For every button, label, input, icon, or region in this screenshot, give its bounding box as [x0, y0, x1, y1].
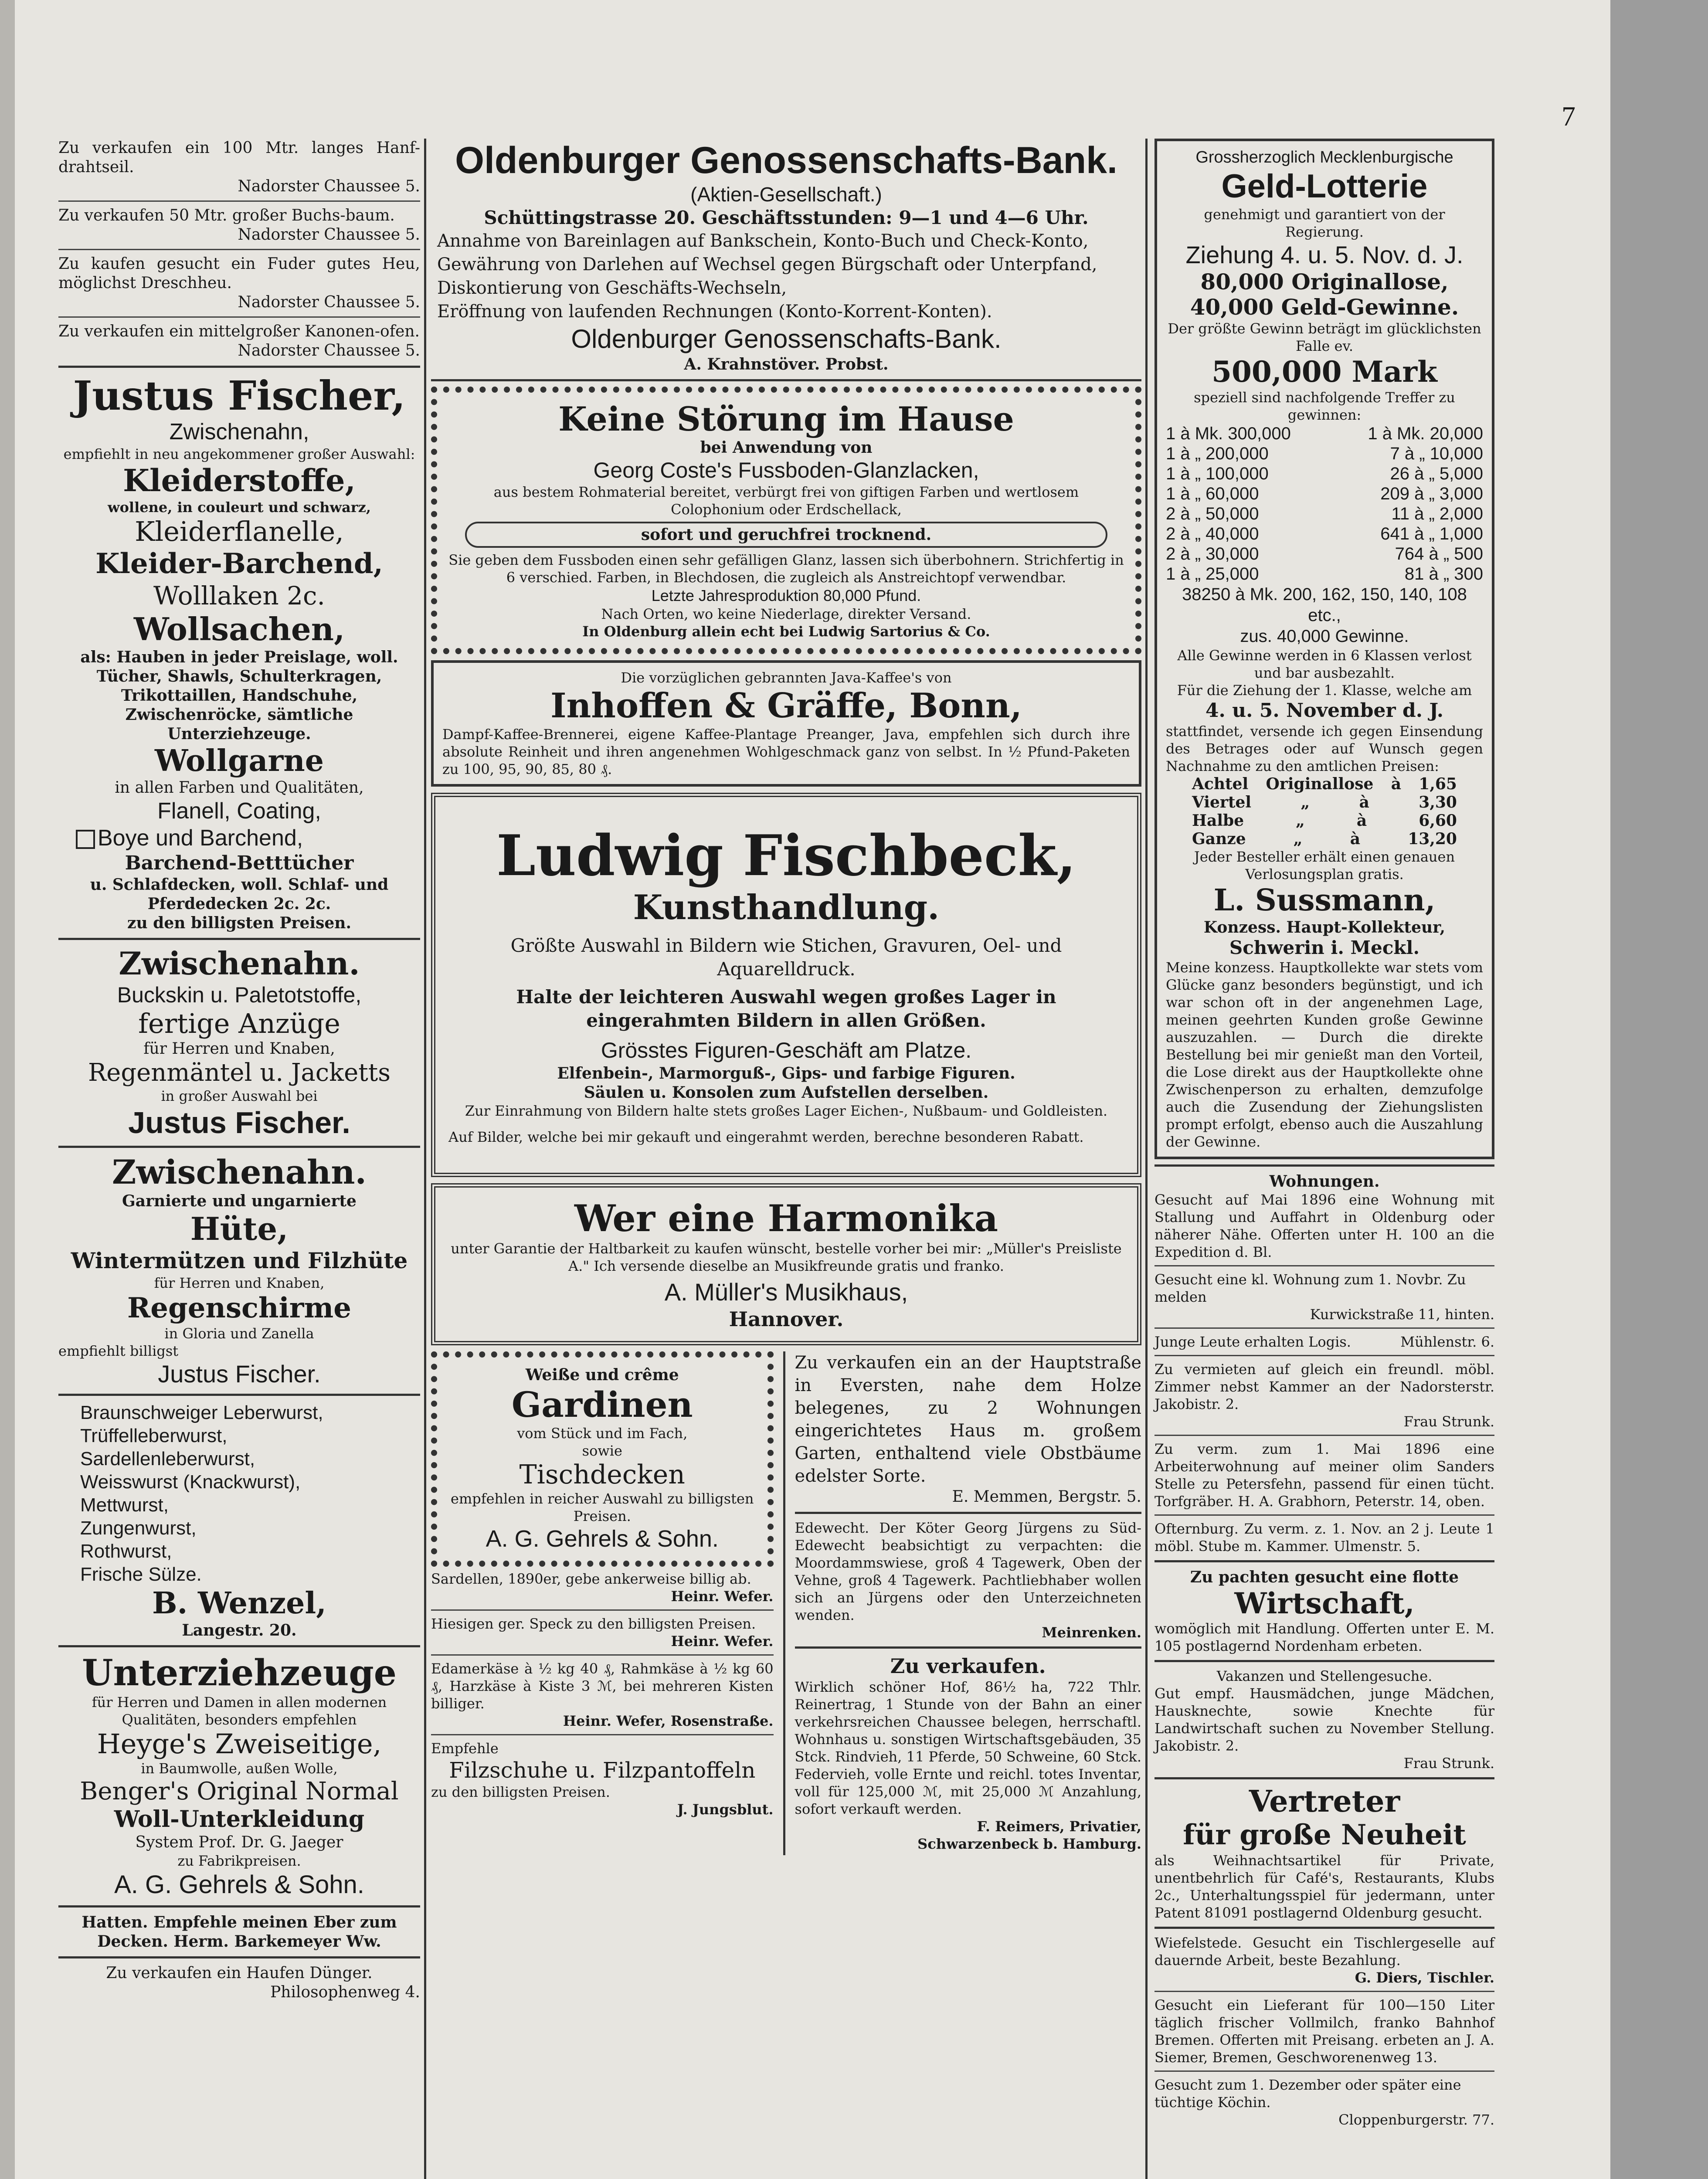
ad-line: stattfindet, versende ich gegen Einsendung des Betrages oder auf Wunsch gegen Nachnahme zu den amtlichen Preisen:: [1166, 723, 1483, 774]
ad-signature: F. Reimers, Privatier,: [977, 1818, 1141, 1835]
ad-address: Nadorster Chaussee 5.: [238, 342, 420, 360]
ad-line: Georg Coste's Fussboden-Glanzlacken,: [593, 458, 979, 482]
ad-subheading: (Aktien-Gesellschaft.): [690, 183, 882, 206]
price-cell: à: [1391, 775, 1402, 793]
page-number: 7: [1562, 101, 1576, 132]
divider: [1155, 1991, 1494, 1992]
ad-line: zu den billigsten Preisen.: [127, 914, 351, 932]
ad-arbeiterwohnung: Zu verm. zum 1. Mai 1896 eine Arbeiterwohnung auf meiner olim Sanders Stelle zu Petersfehn, passend für einen tücht. Torfgräber. H. A. Grabhorn, Peterstr. 14, oben.: [1155, 1441, 1494, 1510]
prize-table: [1166, 424, 1483, 584]
divider: [58, 1905, 420, 1907]
classified-subcolumn-left: [431, 1351, 774, 1855]
ad-heading: Zu verkaufen.: [890, 1654, 1046, 1678]
ad-line: 40,000 Geld-Gewinne.: [1190, 294, 1459, 320]
ad-signature: J. Jungsblut.: [677, 1801, 774, 1818]
divider: [1155, 1355, 1494, 1356]
ad-logis: [1155, 1333, 1494, 1351]
ad-city: Hannover.: [729, 1307, 844, 1331]
ad-text: Zu verkaufen ein an der Hauptstraße in Eversten, nahe dem Holze belegenes, zu 2 Wohnungen eingerichtetes Haus m. großem Garten, enthaltend viele Obstbäume edelster Sorte.: [795, 1353, 1141, 1486]
prize-cell: 2 à „ 40,000: [1166, 524, 1259, 543]
ad-osternburg-stube: Ofternburg. Zu verm. z. 1. Nov. an 2 j. Leute 1 möbl. Stube m. Kammer. Ulmenstr. 5.: [1155, 1521, 1494, 1554]
price-cell: à: [1350, 830, 1361, 848]
ad-line: für Herren und Damen in allen modernen Qualitäten, besonders empfehlen: [92, 1694, 387, 1728]
divider: [58, 1394, 420, 1396]
ad-edewecht-verpachtung: [795, 1519, 1141, 1641]
price-cell: Achtel: [1192, 775, 1249, 793]
ad-line: Alle Gewinne werden in 6 Klassen verlost und bar ausbezahlt.: [1177, 647, 1472, 681]
ad-text: Zu verkaufen ein 100 Mtr. langes Hanf-drahtseil.: [58, 139, 420, 176]
ad-signature: Schwarzenbeck b. Hamburg.: [917, 1836, 1141, 1852]
scan-background: [1610, 0, 1708, 2179]
ad-line: unter Garantie der Haltbarkeit zu kaufen wünscht, bestelle vorher bei mir: „Müller's Preisliste A." Ich versende dieselbe an Musikfreunde gratis und franko.: [451, 1240, 1122, 1274]
ad-line: Annahme von Bareinlagen auf Bankschein, Konto-Buch und Check-Konto,: [437, 231, 1089, 251]
ad-justus-fischer-stoffe: [58, 373, 420, 933]
subcolumn-rule: [783, 1351, 785, 1855]
ad-line: vom Stück und im Fach,: [517, 1425, 688, 1442]
ad-text: empfiehlt in neu angekommener großer Auswahl:: [63, 446, 415, 462]
ad-address: Nadorster Chaussee 5.: [238, 226, 420, 244]
ad-line: wollene, in couleurt und schwarz,: [108, 499, 371, 516]
ad-heading: Geld-Lotterie: [1221, 168, 1428, 205]
ad-text: Wirklich schöner Hof, 86½ ha, 722 Thlr. Reinertrag, 1 Stunde von der Bahn an einer verkehrsreichen Chaussee belegen, herrschaftl. Wohnhaus u. sonstigen Wirtschaftsgebäuden, 35 Stck. Rindvieh, 11 Pferde, 50 Schweine, 60 Stck. Federvieh, volle Ernte und reichl. totes Inventar, voll für 125,000 ℳ, mit 25,000 ℳ Anzahlung, sofort verkauft werden.: [795, 1679, 1141, 1817]
ad-heading: Unterziehzeuge: [82, 1652, 397, 1694]
prize-row: [1166, 564, 1483, 584]
divider: [1155, 1777, 1494, 1779]
ad-line: in Baumwolle, außen Wolle,: [141, 1760, 338, 1777]
ad-jackpot: 500,000 Mark: [1212, 355, 1437, 389]
divider: [58, 316, 420, 318]
divider: [431, 1654, 774, 1656]
price-cell: Originallose: [1266, 775, 1374, 793]
ad-heading: Vertreter: [1249, 1784, 1400, 1819]
ad-text: Edamerkäse à ½ kg 40 ₰, Rahmkäse à ½ kg 60 ₰, Harzkäse à Kiste 3 ℳ, bei mehreren Kisten billiger.: [431, 1660, 774, 1712]
ad-line: Boye und Barchend,: [98, 825, 303, 851]
ad-line: zus. 40,000 Gewinne.: [1240, 627, 1409, 646]
ad-gehrels-unterziehzeuge: [58, 1653, 420, 1900]
ad-line: Eröffnung von laufenden Rechnungen (Konto-Korrent-Konten).: [437, 302, 992, 322]
ad-text: Zu verkaufen ein Haufen Dünger.: [106, 1964, 373, 1982]
ad-moebl-zimmer: [1155, 1361, 1494, 1430]
ad-line: 4. u. 5. November d. J.: [1205, 699, 1444, 722]
ad-signature: A. G. Gehrels & Sohn.: [114, 1870, 364, 1899]
ad-text: Zu verkaufen 50 Mtr. großer Buchs-baum.: [58, 207, 395, 224]
ad-signature: G. Diers, Tischler.: [1355, 1969, 1494, 1986]
ad-line: Diskontierung von Geschäfts-Wechseln,: [437, 278, 787, 298]
divider: [58, 938, 420, 940]
ad-heading: Wer eine Harmonika: [574, 1197, 998, 1240]
ad-signature: Oldenburger Genossenschafts-Bank.: [571, 324, 1002, 353]
prize-row: [1166, 444, 1483, 464]
ad-signature: Heinr. Wefer, Rosenstraße.: [563, 1713, 774, 1729]
ad-signature: L. Sussmann,: [1213, 883, 1436, 918]
ad-line: zu Fabrikpreisen.: [177, 1853, 301, 1869]
ad-line: Buckskin u. Paletotstoffe,: [117, 983, 362, 1007]
divider: [58, 200, 420, 202]
prize-cell: 2 à „ 50,000: [1166, 504, 1259, 523]
divider: [1155, 1560, 1494, 1562]
ad-line: in Gloria und Zanella: [164, 1325, 314, 1342]
ad-signature: Meinrenken.: [1042, 1624, 1141, 1641]
ad-line: Kleiderstoffe,: [123, 462, 356, 499]
ad-line: 80,000 Originallose,: [1200, 269, 1449, 295]
ad-signature: A. Müller's Musikhaus,: [664, 1278, 908, 1306]
ad-wirtschaft-pachten: [1155, 1568, 1494, 1655]
column-left: [58, 139, 420, 2002]
newspaper-page: [15, 0, 1610, 2179]
prize-row: [1166, 524, 1483, 544]
ad-heading: Zwischenahn.: [119, 945, 360, 982]
ad-signature: Frau Strunk.: [1403, 1413, 1494, 1430]
prize-row: [1166, 464, 1483, 484]
column-rule: [424, 139, 426, 2179]
product-item: Weisswurst (Knackwurst),: [80, 1471, 301, 1493]
ad-line: bei Anwendung von: [700, 438, 873, 457]
divider: [1155, 1265, 1494, 1266]
ad-signature: Frau Strunk.: [1403, 1755, 1494, 1772]
ad-wefer-speck: [431, 1615, 774, 1650]
ad-line: Nach Orten, wo keine Niederlage, direkter Versand.: [601, 606, 971, 622]
ad-kleine-wohnung: [1155, 1271, 1494, 1323]
ad-line: Halte der leichteren Auswahl wegen großes Lager in eingerahmten Bildern in allen Größen.: [516, 986, 1056, 1031]
price-cell: „: [1293, 830, 1303, 848]
ad-text: Junge Leute erhalten Logis.: [1155, 1334, 1351, 1350]
ad-line: Regenschirme: [127, 1292, 351, 1324]
ad-text: Edewecht. Der Köter Georg Jürgens zu Süd-Edewecht beabsichtigt zu verpachten: die Moordammswiese, groß 4 Tagewerk, Oben der Vehne, groß 4 Tagewerk. Pachtliebhaber wollen sich an Jürgens oder den Unterzeichneten wenden.: [795, 1520, 1141, 1623]
ad-heading: Zwischenahn.: [112, 1153, 367, 1191]
prize-cell: 7 à „ 10,000: [1390, 444, 1483, 463]
ad-line: empfiehlt billigst: [58, 1343, 179, 1359]
price-cell: à: [1356, 811, 1367, 830]
divider: [795, 1512, 1141, 1514]
ad-line: Die vorzüglichen gebrannten Java-Kaffee's von: [621, 669, 952, 686]
product-item: Sardellenleberwurst,: [80, 1448, 255, 1470]
ad-address: Philosophenweg 4.: [270, 1983, 420, 2001]
ad-heading: Inhoffen & Gräffe, Bonn,: [550, 686, 1022, 726]
ad-signature: Heinr. Wefer.: [671, 1588, 774, 1605]
ad-text: Gut empf. Hausmädchen, junge Mädchen, Hausknechte, sowie Knechte für Landwirtschaft suchen zu November Stellung. Jakobistr. 2.: [1155, 1685, 1494, 1754]
price-cell: Halbe: [1192, 811, 1244, 830]
ad-line: Wintermützen und Filzhüte: [71, 1248, 408, 1273]
ad-line: als: Hauben in jeder Preislage, woll. Tücher, Shawls, Schulterkragen, Trikottaillen, Handschuhe, Zwischenröcke, sämtliche Unterziehzeuge.: [80, 648, 398, 743]
prize-cell: 1 à „ 25,000: [1166, 564, 1259, 584]
divider: [58, 1645, 420, 1647]
price-cell: Ganze: [1192, 830, 1246, 848]
ad-line: In Oldenburg allein echt bei Ludwig Sartorius & Co.: [582, 623, 990, 640]
ad-address: Cloppenburgerstr. 77.: [1338, 2111, 1494, 2128]
ad-zwischenahn-buckskin: [58, 945, 420, 1140]
ad-signature: Justus Fischer.: [158, 1360, 321, 1388]
ad-address: Langestr. 20.: [182, 1621, 297, 1639]
ad-signature: Justus Fischer.: [128, 1106, 350, 1140]
ad-text: Zu kaufen gesucht ein Fuder gutes Heu, möglichst Dreschheu.: [58, 255, 420, 292]
ad-line: Garnierte und ungarnierte: [122, 1192, 357, 1210]
book-spine: [0, 0, 15, 2179]
ad-signature-names: A. Krahnstöver. Probst.: [684, 355, 889, 373]
ad-line: Tischdecken: [519, 1459, 685, 1490]
ad-heading: Ludwig Fischbeck,: [496, 823, 1076, 889]
ad-line: genehmigt und garantiert von der Regierung.: [1204, 206, 1445, 240]
price-cell: „: [1301, 793, 1310, 811]
small-ad-kanonenofen: [58, 322, 420, 360]
ad-line: Größte Auswahl in Bildern wie Stichen, Gravuren, Oel- und Aquarelldruck.: [510, 935, 1062, 980]
price-cell: 13,20: [1408, 830, 1457, 848]
ad-address: Schüttingstrasse 20. Geschäftsstunden: 9—1 und 4—6 Uhr.: [484, 207, 1089, 228]
product-item: Frische Sülze.: [80, 1564, 202, 1585]
ad-text: Hiesigen ger. Speck zu den billigsten Preisen.: [431, 1616, 756, 1632]
ad-text: Gesucht zum 1. Dezember oder später eine tüchtige Köchin.: [1155, 2077, 1461, 2111]
ad-line: u. Schlafdecken, woll. Schlaf- und Pferdedecken 2c. 2c.: [90, 876, 389, 913]
divider: [1155, 1927, 1494, 1929]
divider: [1155, 2070, 1494, 2072]
ad-zwischenahn-huete: [58, 1153, 420, 1388]
price-row: [1192, 793, 1457, 811]
ad-line: in großer Auswahl bei: [161, 1088, 318, 1104]
divider: [431, 1609, 774, 1611]
ad-line: Grösstes Figuren-Geschäft am Platze.: [601, 1038, 972, 1062]
ad-line: Gewährung von Darlehen auf Wechsel gegen Bürgschaft oder Unterpfand,: [437, 255, 1097, 275]
divider: [1155, 1514, 1494, 1516]
price-cell: 1,65: [1419, 775, 1457, 793]
ad-inhoffen-kaffee: [431, 660, 1141, 787]
divider: [1155, 1435, 1494, 1436]
ad-text: Wiefelstede. Gesucht ein Tischlergeselle auf dauernde Arbeit, beste Bezahlung.: [1155, 1935, 1494, 1969]
ad-line: Hüte,: [190, 1210, 289, 1247]
ad-line: aus bestem Rohmaterial bereitet, verbürgt frei von giftigen Farben und wertlosem Colophonium oder Erdschellack,: [493, 484, 1079, 518]
ad-heading: Oldenburger Genossenschafts-Bank.: [455, 139, 1117, 181]
prize-cell: 1 à „ 100,000: [1166, 464, 1269, 483]
ad-line: Wolllaken 2c.: [153, 581, 325, 611]
ad-line: Ziehung 4. u. 5. Nov. d. J.: [1185, 241, 1464, 268]
product-item: Braunschweiger Leberwurst,: [80, 1402, 323, 1423]
small-ad-heu: [58, 255, 420, 312]
ad-line: Der größte Gewinn beträgt im glücklichsten Falle ev.: [1168, 320, 1481, 354]
ad-heading: Gardinen: [511, 1384, 693, 1425]
ad-place: Zwischenahn,: [169, 419, 309, 445]
prize-cell: 2 à „ 30,000: [1166, 544, 1259, 563]
ad-line: Für die Ziehung der 1. Klasse, welche am: [1177, 682, 1472, 699]
ad-jungsblut-filzschuhe: [431, 1740, 774, 1818]
ad-line: Weiße und crême: [525, 1366, 679, 1384]
ad-line: Meine konzess. Hauptkollekte war stets vom Glücke ganz besonders begünstigt, und ich war schon oft in der angenehmen Lage, meinen geehrten Kunden große Gewinne auszuzahlen. — Durch die direkte Bestellung bei mir genießt man den Vorteil, die Lose direkt aus der Hauptkollekte ohne Zwischenperson zu erhalten, demzufolge auch die Zusendung der Ziehungslisten prompt erfolgt, ebenso auch die Auszahlung der Gewinne.: [1166, 959, 1483, 1150]
price-table: [1166, 775, 1483, 848]
column-right: [1155, 139, 1494, 2131]
divider: [795, 1646, 1141, 1649]
ad-line: Säulen u. Konsolen zum Aufstellen derselben.: [584, 1083, 989, 1102]
ad-wefer-sardellen: [431, 1570, 774, 1605]
ad-line: Kleider-Barchend,: [95, 547, 383, 580]
product-item: Zungenwurst,: [80, 1517, 197, 1539]
column-middle: [431, 139, 1141, 1855]
divider: [1155, 1327, 1494, 1329]
divider: [1155, 1660, 1494, 1662]
ad-vertreter-neuheit: [1155, 1785, 1494, 1921]
ad-address: Nadorster Chaussee 5.: [238, 177, 420, 195]
divider: [431, 379, 1141, 381]
ad-text: Sardellen, 1890er, gebe ankerweise billig ab.: [431, 1571, 751, 1587]
ad-line: Wollgarne: [155, 743, 324, 778]
ad-subheading: Kunsthandlung.: [633, 888, 940, 927]
ad-reimers-hof: [795, 1654, 1141, 1853]
ad-vollmilch-lieferant: Gesucht ein Lieferant für 100—150 Liter täglich frischer Vollmilch, franko Bahnhof Bremen. Offerten mit Preisang. erbeten an J. A. Siemer, Bremen, Geschworenenweg 13.: [1155, 1997, 1494, 2066]
ad-heading: Wirtschaft,: [1234, 1586, 1415, 1620]
ad-line: Auf Bilder, welche bei mir gekauft und eingerahmt werden, berechne besonderen Rabatt.: [448, 1129, 1084, 1145]
ad-mueller-harmonika: [431, 1183, 1141, 1345]
ad-line: 38250 à Mk. 200, 162, 150, 140, 108 etc.,: [1182, 585, 1467, 625]
ad-heading: Filzschuhe u. Filzpantoffeln: [449, 1758, 756, 1783]
ad-coste-fussbodenlack: [431, 387, 1141, 654]
ad-oldenburger-bank: [431, 139, 1141, 374]
ad-line: Zur Einrahmung von Bildern halte stets großes Lager Eichen-, Nußbaum- und Goldleisten.: [465, 1103, 1108, 1119]
ad-line: empfehlen in reicher Auswahl zu billigsten Preisen.: [451, 1490, 754, 1524]
prize-cell: 11 à „ 2,000: [1391, 504, 1483, 523]
ad-line: für Herren und Knaben,: [143, 1040, 335, 1058]
ad-banner: sofort und geruchfrei trocknend.: [465, 522, 1107, 548]
column-rule: [1145, 139, 1148, 2179]
ad-heading: Justus Fischer,: [73, 372, 406, 419]
ad-line: speziell sind nachfolgende Treffer zu gewinnen:: [1194, 389, 1455, 423]
checkbox-square-icon: [76, 830, 95, 849]
ad-line: fertige Anzüge: [138, 1008, 340, 1039]
ad-line: Konzess. Haupt-Kollekteur,: [1203, 918, 1446, 937]
ad-line: als Weihnachtsartikel für Private, unentbehrlich für Café's, Restaurants, Klubs 2c., Unterhaltungsspiel für jedermann, unter Patent 81091 postlagernd Oldenburg gesucht.: [1155, 1852, 1494, 1921]
ad-duenger: [58, 1964, 420, 2002]
small-ad-hanfdrahtseil: [58, 139, 420, 196]
prize-cell: 1 à „ 60,000: [1166, 484, 1259, 503]
divider: [58, 1146, 420, 1148]
ad-signature: A. G. Gehrels & Sohn.: [486, 1526, 719, 1552]
ad-line: Dampf-Kaffee-Brennerei, eigene Kaffee-Plantage Preanger, Java, empfehlen sich durch ihre absolute Reinheit und ihren angenehmen Wohlgeschmack ganz von selbst. In ½ Pfund-Paketen zu 100, 95, 90, 85, 80 ₰.: [442, 726, 1130, 777]
prize-row: [1166, 544, 1483, 564]
divider: [58, 249, 420, 250]
ad-signature: B. Wenzel,: [152, 1586, 326, 1621]
prize-row: [1166, 504, 1483, 524]
price-cell: à: [1359, 793, 1369, 811]
prize-cell: 26 à „ 5,000: [1390, 464, 1483, 483]
ad-fischbeck-kunsthandlung: [431, 793, 1141, 1177]
ad-line: Benger's Original Normal: [80, 1777, 399, 1806]
classified-subcolumn-right: [795, 1351, 1141, 1855]
price-cell: Viertel: [1192, 793, 1252, 811]
ad-tischlergeselle: [1155, 1934, 1494, 1986]
ad-line: Heyge's Zweiseitige,: [97, 1728, 382, 1760]
ad-line: Schwerin i. Meckl.: [1229, 937, 1420, 958]
ad-mecklenburg-lotterie: [1155, 139, 1494, 1159]
ad-line: Barchend-Betttücher: [125, 852, 354, 874]
ad-line: in allen Farben und Qualitäten,: [115, 779, 364, 797]
ad-text: Gesucht eine kl. Wohnung zum 1. Novbr. Zu melden: [1155, 1271, 1466, 1305]
prize-cell: 81 à „ 300: [1404, 564, 1483, 584]
price-row: [1192, 811, 1457, 830]
ad-line: Jeder Besteller erhält einen genauen Verlosungsplan gratis.: [1194, 849, 1455, 882]
section-heading-vakanzen: Vakanzen und Stellengesuche.: [1216, 1668, 1433, 1684]
ad-signature: Heinr. Wefer.: [671, 1633, 774, 1650]
ad-wenzel-wurst: [58, 1401, 420, 1640]
prize-cell: 1 à Mk. 300,000: [1166, 424, 1291, 443]
divider: [431, 1734, 774, 1735]
ad-address: Kurwickstraße 11, hinten.: [1310, 1306, 1494, 1323]
prize-cell: 209 à „ 3,000: [1380, 484, 1483, 503]
ad-text: Zu verkaufen ein mittelgroßer Kanonen-ofen.: [58, 322, 420, 340]
prize-cell: 764 à „ 500: [1395, 544, 1483, 563]
ad-hatten-eber: Hatten. Empfehle meinen Eber zum Decken. Herm. Barkemeyer Ww.: [81, 1913, 397, 1951]
ad-text: Zu vermieten auf gleich ein freundl. möbl. Zimmer nebst Kammer an der Nadorsterstr. Jakobistr. 2.: [1155, 1361, 1494, 1412]
section-heading-wohnungen: Wohnungen.: [1269, 1172, 1380, 1191]
ad-line: Wollsachen,: [133, 611, 345, 648]
ad-koechin: [1155, 2076, 1494, 2128]
prize-cell: 1 à Mk. 20,000: [1368, 424, 1483, 443]
ad-gehrels-gardinen: [431, 1351, 774, 1567]
ad-heading: für große Neuheit: [1183, 1819, 1466, 1851]
small-ad-buchsbaum: [58, 206, 420, 244]
product-item: Trüffelleberwurst,: [80, 1425, 228, 1446]
prize-row: [1166, 484, 1483, 504]
divider: [58, 1956, 420, 1958]
ad-line: Elfenbein-, Marmorguß-, Gips- und farbige Figuren.: [557, 1064, 1015, 1083]
ad-memmen-haus-eversten: [795, 1351, 1141, 1507]
price-cell: 6,60: [1419, 811, 1457, 830]
ad-signature: E. Memmen, Bergstr. 5.: [952, 1488, 1141, 1506]
ad-address: Mühlenstr. 6.: [1400, 1334, 1494, 1350]
ad-stellengesuche: [1155, 1685, 1494, 1772]
ad-address: Nadorster Chaussee 5.: [238, 293, 420, 311]
ad-line: Zu pachten gesucht eine flotte: [1190, 1568, 1459, 1586]
ad-line: Flanell, Coating,: [157, 798, 321, 824]
prize-cell: 1 à „ 200,000: [1166, 444, 1269, 463]
ad-line: zu den billigsten Preisen.: [431, 1784, 610, 1800]
classified-two-column: [431, 1351, 1141, 1855]
ad-line: Empfehle: [431, 1740, 499, 1757]
product-item: Mettwurst,: [80, 1494, 169, 1516]
ad-line: Kleiderflanelle,: [135, 516, 344, 547]
price-cell: 3,30: [1419, 793, 1457, 811]
prize-row: [1166, 424, 1483, 444]
ad-line: Letzte Jahresproduktion 80,000 Pfund.: [651, 587, 921, 604]
product-item: Rothwurst,: [80, 1541, 172, 1562]
ad-line: sowie: [582, 1442, 622, 1459]
ad-line: Grossherzoglich Mecklenburgische: [1195, 148, 1453, 166]
ad-wohnung-gesucht: Gesucht auf Mai 1896 eine Wohnung mit Stallung und Auffahrt in Oldenburg oder näherer Nähe. Offerten unter H. 100 an die Expedition d. Bl.: [1155, 1191, 1494, 1260]
ad-line: System Prof. Dr. G. Jaeger: [135, 1833, 343, 1851]
price-row: [1192, 775, 1457, 793]
divider: [58, 366, 420, 368]
price-row: [1192, 830, 1457, 848]
ad-line: Woll-Unterkleidung: [114, 1806, 365, 1833]
prize-cell: 641 à „ 1,000: [1380, 524, 1483, 543]
ad-wefer-kaese: [431, 1660, 774, 1730]
ad-heading: Keine Störung im Hause: [558, 400, 1014, 438]
ad-line: womöglich mit Handlung. Offerten unter E. M. 105 postlagernd Nordenham erbeten.: [1155, 1620, 1494, 1654]
divider: [1155, 1164, 1494, 1167]
ad-line: für Herren und Knaben,: [154, 1275, 325, 1291]
ad-line: Regenmäntel u. Jacketts: [88, 1059, 390, 1087]
ad-line: Sie geben dem Fussboden einen sehr gefälligen Glanz, lassen sich überbohnern. Strichfertig in 6 verschied. Farben, in Blechdosen, die zugleich als Anstreichtopf verwendbar.: [448, 552, 1124, 586]
price-cell: „: [1296, 811, 1305, 830]
